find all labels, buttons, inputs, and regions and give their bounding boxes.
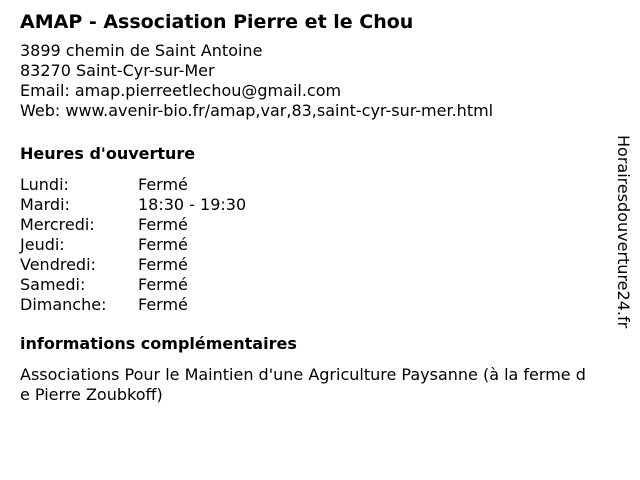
day-hours: Fermé: [138, 255, 188, 274]
info-heading: informations complémentaires: [20, 334, 297, 353]
business-name: AMAP - Association Pierre et le Chou: [20, 11, 414, 33]
day-hours: Fermé: [138, 175, 188, 194]
day-hours: 18:30 - 19:30: [138, 195, 247, 214]
hours-row-mardi: [20, 195, 246, 215]
hours-row-samedi: [20, 275, 246, 295]
business-card: [20, 10, 590, 404]
hours-row-vendredi: [20, 255, 246, 275]
day-label: Lundi:: [20, 175, 69, 194]
hours-row-dimanche: [20, 295, 246, 315]
day-label: Samedi:: [20, 275, 86, 294]
day-hours: Fermé: [138, 275, 188, 294]
hours-heading: Heures d'ouverture: [20, 144, 196, 163]
hours-row-lundi: [20, 175, 246, 195]
day-hours: Fermé: [138, 235, 188, 254]
address-city: 83270 Saint-Cyr-sur-Mer: [20, 61, 215, 80]
day-label: Mercredi:: [20, 215, 95, 234]
day-hours: Fermé: [138, 295, 188, 314]
web-line: Web: www.avenir-bio.fr/amap,var,83,saint-cyr-sur-mer.html: [20, 101, 494, 120]
day-label: Vendredi:: [20, 255, 96, 274]
opening-hours-table: [20, 175, 246, 315]
address-street: 3899 chemin de Saint Antoine: [20, 41, 263, 60]
email-line: Email: amap.pierreetlechou@gmail.com: [20, 81, 342, 100]
hours-row-mercredi: [20, 215, 246, 235]
day-label: Jeudi:: [20, 235, 65, 254]
contact-block: [20, 41, 590, 121]
day-label: Dimanche:: [20, 295, 107, 314]
day-hours: Fermé: [138, 215, 188, 234]
info-text: Associations Pour le Maintien d'une Agriculture Paysanne (à la ferme de Pierre Zoubkoff): [20, 365, 586, 404]
site-watermark: Horairesdouverture24.fr: [614, 135, 633, 329]
hours-row-jeudi: [20, 235, 246, 255]
day-label: Mardi:: [20, 195, 70, 214]
